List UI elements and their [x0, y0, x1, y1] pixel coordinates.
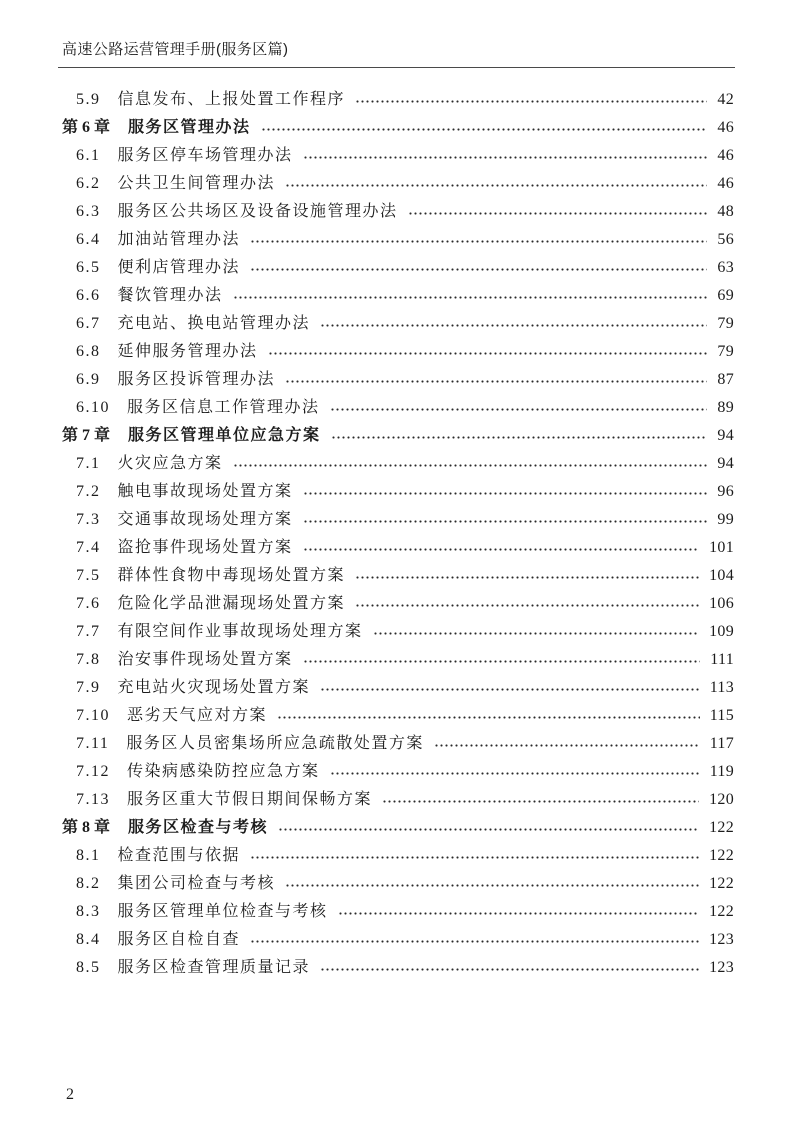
page-reference: 109 [709, 623, 734, 640]
page-reference: 123 [709, 931, 734, 948]
dot-leader [303, 520, 708, 523]
dot-leader [320, 324, 707, 327]
toc-section-entry [0, 282, 734, 310]
section-number: 6.9 [76, 371, 101, 388]
section-title: 服务区检查管理质量记录 [117, 959, 311, 976]
page-reference: 87 [717, 371, 734, 388]
section-number: 8.5 [76, 959, 101, 976]
page-reference: 122 [709, 875, 734, 892]
dot-leader [261, 128, 708, 131]
page-reference: 122 [709, 819, 734, 836]
dot-leader [278, 828, 699, 831]
section-number: 6.8 [76, 343, 101, 360]
page-reference: 56 [717, 231, 734, 248]
page-number: 2 [66, 1086, 74, 1103]
page-reference: 111 [710, 651, 734, 668]
dot-leader [285, 884, 699, 887]
toc-chapter-entry [0, 814, 734, 842]
section-number: 6.7 [76, 315, 101, 332]
toc-section-entry [0, 366, 734, 394]
section-number: 6.2 [76, 175, 101, 192]
section-number: 8.4 [76, 931, 101, 948]
dot-leader [285, 184, 707, 187]
page-reference: 122 [709, 903, 734, 920]
section-number: 7.4 [76, 539, 101, 556]
chapter-number: 第8章 [62, 819, 115, 836]
toc-section-entry [0, 310, 734, 338]
toc-section-entry [0, 226, 734, 254]
toc-section-entry [0, 254, 734, 282]
section-title: 触电事故现场处置方案 [117, 483, 293, 500]
dot-leader [303, 156, 708, 159]
page-reference: 106 [709, 595, 734, 612]
table-of-contents [0, 86, 734, 982]
page-reference: 79 [717, 343, 734, 360]
toc-section-entry [0, 898, 734, 926]
section-title: 加油站管理办法 [117, 231, 241, 248]
page-reference: 96 [717, 483, 734, 500]
section-title: 传染病感染防控应急方案 [127, 763, 320, 780]
toc-section-entry [0, 870, 734, 898]
dot-leader [320, 688, 700, 691]
toc-section-entry [0, 646, 734, 674]
section-title: 公共卫生间管理办法 [117, 175, 276, 192]
section-number: 6.4 [76, 231, 101, 248]
section-title: 充电站火灾现场处置方案 [117, 679, 311, 696]
section-title: 服务区公共场区及设备设施管理办法 [117, 203, 398, 220]
dot-leader [408, 212, 708, 215]
section-title: 集团公司检查与考核 [117, 875, 276, 892]
toc-section-entry [0, 674, 734, 702]
section-title: 恶劣天气应对方案 [127, 707, 268, 724]
section-number: 7.5 [76, 567, 101, 584]
page-reference: 46 [717, 119, 734, 136]
toc-section-entry [0, 534, 734, 562]
page-reference: 115 [709, 707, 734, 724]
header-rule [58, 67, 735, 68]
section-number: 8.2 [76, 875, 101, 892]
dot-leader [233, 296, 708, 299]
toc-section-entry [0, 758, 734, 786]
page-reference: 69 [717, 287, 734, 304]
section-title: 服务区信息工作管理办法 [127, 399, 320, 416]
toc-section-entry [0, 86, 734, 114]
page-reference: 42 [717, 91, 734, 108]
chapter-number: 第6章 [62, 119, 115, 136]
section-number: 7.9 [76, 679, 101, 696]
section-title: 检查范围与依据 [117, 847, 241, 864]
section-number: 6.5 [76, 259, 101, 276]
dot-leader [303, 660, 701, 663]
dot-leader [250, 240, 707, 243]
toc-chapter-entry [0, 114, 734, 142]
dot-leader [330, 772, 700, 775]
dot-leader [338, 912, 700, 915]
section-number: 7.12 [76, 763, 110, 780]
dot-leader [268, 352, 708, 355]
toc-section-entry [0, 926, 734, 954]
toc-section-entry [0, 450, 734, 478]
section-title: 火灾应急方案 [117, 455, 223, 472]
page-reference: 101 [709, 539, 734, 556]
section-number: 6.1 [76, 147, 101, 164]
dot-leader [250, 940, 699, 943]
page-reference: 99 [717, 511, 734, 528]
dot-leader [285, 380, 707, 383]
toc-section-entry [0, 590, 734, 618]
page-reference: 46 [717, 147, 734, 164]
toc-section-entry [0, 618, 734, 646]
section-title: 信息发布、上报处置工作程序 [117, 91, 346, 108]
toc-section-entry [0, 562, 734, 590]
section-title: 服务区自检自查 [117, 931, 241, 948]
section-number: 6.6 [76, 287, 101, 304]
page-reference: 63 [717, 259, 734, 276]
section-number: 7.11 [76, 735, 110, 752]
section-title: 群体性食物中毒现场处置方案 [117, 567, 346, 584]
section-number: 7.13 [76, 791, 110, 808]
toc-section-entry [0, 170, 734, 198]
dot-leader [233, 464, 708, 467]
section-title: 延伸服务管理办法 [117, 343, 258, 360]
section-title: 服务区停车场管理办法 [117, 147, 293, 164]
toc-section-entry [0, 842, 734, 870]
dot-leader [303, 548, 700, 551]
toc-section-entry [0, 478, 734, 506]
toc-section-entry [0, 198, 734, 226]
page-reference: 94 [717, 455, 734, 472]
page-reference: 89 [717, 399, 734, 416]
dot-leader [382, 800, 699, 803]
section-title: 便利店管理办法 [117, 259, 241, 276]
section-number: 5.9 [76, 91, 101, 108]
toc-section-entry [0, 786, 734, 814]
chapter-title: 服务区检查与考核 [128, 819, 269, 836]
section-title: 服务区管理单位检查与考核 [117, 903, 328, 920]
section-title: 服务区投诉管理办法 [117, 371, 276, 388]
section-number: 6.3 [76, 203, 101, 220]
page-reference: 113 [709, 679, 734, 696]
toc-section-entry [0, 142, 734, 170]
dot-leader [320, 968, 699, 971]
section-title: 充电站、换电站管理办法 [117, 315, 311, 332]
section-title: 交通事故现场处理方案 [117, 511, 293, 528]
dot-leader [303, 492, 708, 495]
toc-section-entry [0, 954, 734, 982]
section-number: 7.2 [76, 483, 101, 500]
page-reference: 94 [717, 427, 734, 444]
dot-leader [277, 716, 700, 719]
toc-section-entry [0, 730, 734, 758]
dot-leader [250, 856, 699, 859]
page-reference: 119 [709, 763, 734, 780]
page-reference: 123 [709, 959, 734, 976]
toc-chapter-entry [0, 422, 734, 450]
toc-section-entry [0, 338, 734, 366]
section-title: 危险化学品泄漏现场处置方案 [117, 595, 346, 612]
section-number: 8.3 [76, 903, 101, 920]
section-number: 7.3 [76, 511, 101, 528]
chapter-title: 服务区管理办法 [128, 119, 251, 136]
page-reference: 48 [717, 203, 734, 220]
section-number: 8.1 [76, 847, 101, 864]
toc-section-entry [0, 702, 734, 730]
section-title: 服务区重大节假日期间保畅方案 [127, 791, 373, 808]
section-number: 7.7 [76, 623, 101, 640]
section-title: 餐饮管理办法 [117, 287, 223, 304]
dot-leader [373, 632, 700, 635]
section-number: 7.10 [76, 707, 110, 724]
section-title: 服务区人员密集场所应急疏散处置方案 [126, 735, 424, 752]
section-title: 盗抢事件现场处置方案 [117, 539, 293, 556]
section-number: 7.8 [76, 651, 101, 668]
dot-leader [250, 268, 707, 271]
page-reference: 79 [717, 315, 734, 332]
toc-section-entry [0, 394, 734, 422]
section-number: 6.10 [76, 399, 110, 416]
running-head-title: 高速公路运营管理手册(服务区篇) [62, 41, 289, 58]
page-reference: 120 [709, 791, 734, 808]
dot-leader [331, 436, 708, 439]
dot-leader [355, 604, 699, 607]
dot-leader [434, 744, 700, 747]
section-title: 治安事件现场处置方案 [117, 651, 293, 668]
page-reference: 46 [717, 175, 734, 192]
page-reference: 122 [709, 847, 734, 864]
section-title: 有限空间作业事故现场处理方案 [117, 623, 363, 640]
section-number: 7.1 [76, 455, 101, 472]
dot-leader [355, 100, 707, 103]
chapter-number: 第7章 [62, 427, 115, 444]
dot-leader [355, 576, 699, 579]
dot-leader [330, 408, 708, 411]
page-reference: 117 [709, 735, 734, 752]
page-reference: 104 [709, 567, 734, 584]
section-number: 7.6 [76, 595, 101, 612]
chapter-title: 服务区管理单位应急方案 [128, 427, 321, 444]
toc-section-entry [0, 506, 734, 534]
